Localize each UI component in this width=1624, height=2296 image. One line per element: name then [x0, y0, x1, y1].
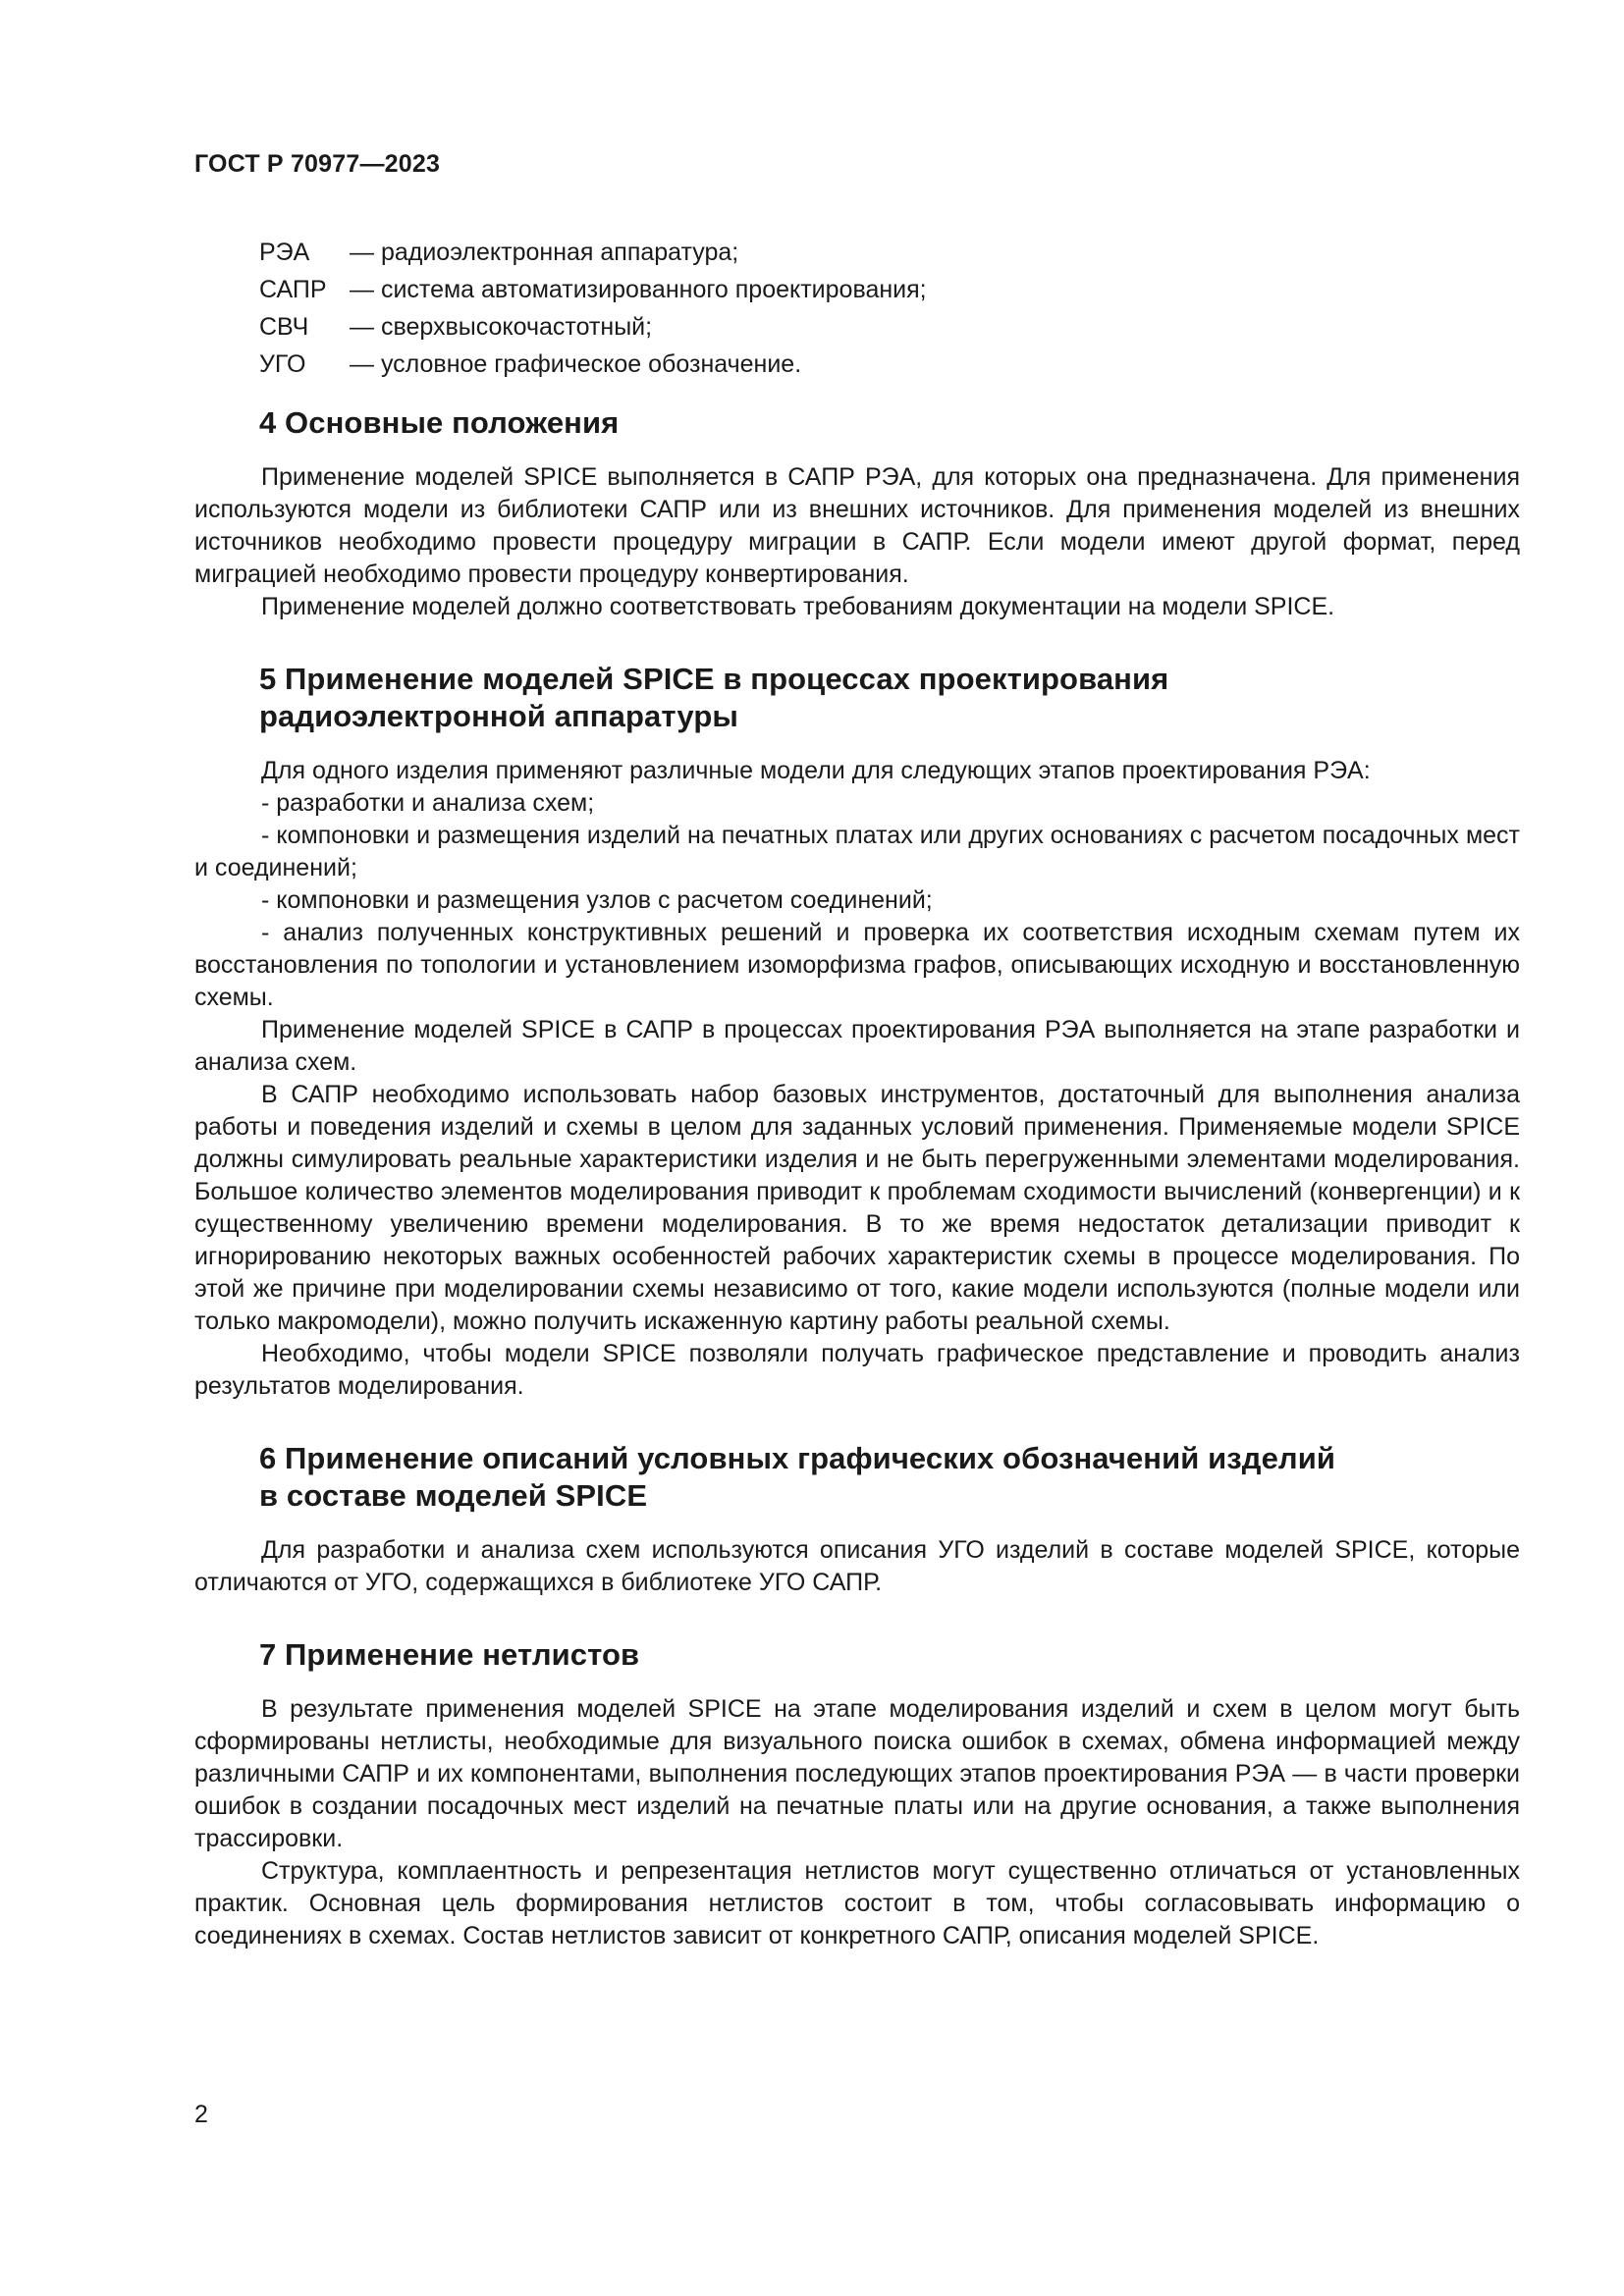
section-5 — [194, 661, 1520, 1403]
section-5-paragraph-2: Применение моделей SPICE в САПР в процессах проектирования РЭА выполняется на этапе разработки и анализа схем. — [194, 1016, 1520, 1076]
section-5-bullet-2: - компоновки и размещения изделий на печатных платах или других основаниях с расчетом посадочных мест и соединений; — [194, 822, 1520, 881]
section-7 — [194, 1636, 1520, 1952]
section-6 — [194, 1440, 1520, 1599]
document-page — [194, 147, 1520, 1990]
abbreviation-definition: — радиоэлектронная аппаратура; — [350, 239, 739, 266]
abbreviation-list — [259, 234, 1520, 383]
section-7-heading: 7 Применение нетлистов — [259, 1637, 640, 1672]
section-5-paragraph-3: В САПР необходимо использовать набор базовых инструментов, достаточный для выполнения анализа работы и поведения изделий и схемы в целом для заданных условий применения. Применяемые модели SPICE должны симулировать реальные характеристики изделия и не быть перегруженными элементами моделирования. Большое количество элементов моделирования приводит к проблемам сходимости вычислений (конвергенции) и к существенному увеличению времени моделирования. В то же время недостаток детализации приводит к игнорированию некоторых важных особенностей рабочих характеристик схемы в процессе моделирования. По этой же причине при моделировании схемы независимо от того, какие модели используются (полные модели или только макромодели), можно получить искаженную картину работы реальной схемы. — [194, 1081, 1520, 1335]
abbreviation-row — [259, 234, 1520, 271]
page-number: 2 — [194, 2101, 208, 2128]
abbreviation-term: СВЧ — [259, 313, 309, 341]
section-5-heading-line-2: радиоэлектронной аппаратуры — [259, 699, 738, 733]
section-5-bullet-3: - компоновки и размещения узлов с расчетом соединений; — [261, 886, 933, 914]
abbreviation-row — [259, 308, 1520, 346]
section-4-paragraph-1: Применение моделей SPICE выполняется в САПР РЭА, для которых она предназначена. Для применения используются модели из библиотеки САПР или из внешних источников. Для применения моделей из внешних источников необходимо провести процедуру миграции в САПР. Если модели имеют другой формат, перед миграцией необходимо провести процедуру конвертирования. — [194, 463, 1520, 588]
section-5-bullet-1: - разработки и анализа схем; — [261, 789, 595, 817]
abbreviation-row — [259, 271, 1520, 308]
section-6-heading-line-1: 6 Применение описаний условных графических обозначений изделий — [259, 1441, 1336, 1475]
section-7-paragraph-1: В результате применения моделей SPICE на этапе моделирования изделий и схем в целом могут быть сформированы нетлисты, необходимые для визуального поиска ошибок в схемах, обмена информацией между различными САПР и их компонентами, выполнения последующих этапов проектирования РЭА — в части проверки ошибок в создании посадочных мест изделий на печатные платы или на другие основания, а также выполнения трассировки. — [194, 1695, 1520, 1852]
abbreviation-term: РЭА — [259, 239, 310, 266]
abbreviation-row — [259, 346, 1520, 383]
section-5-bullet-4: - анализ полученных конструктивных решений и проверка их соответствия исходным схемам путем их восстановления по топологии и установлением изоморфизма графов, описывающих исходную и восстановленную схемы. — [194, 919, 1520, 1011]
section-4-paragraph-2: Применение моделей должно соответствовать требованиям документации на модели SPICE. — [261, 593, 1335, 620]
abbreviation-term: УГО — [259, 350, 306, 378]
abbreviation-definition: — система автоматизированного проектирования; — [350, 276, 927, 303]
section-4-heading: 4 Основные положения — [259, 405, 620, 440]
abbreviation-term: САПР — [259, 276, 327, 303]
section-6-heading — [259, 1440, 1520, 1515]
section-5-intro: Для одного изделия применяют различные модели для следующих этапов проектирования РЭА: — [261, 757, 1371, 784]
abbreviation-definition: — сверхвысокочастотный; — [350, 313, 653, 341]
document-id: ГОСТ Р 70977—2023 — [194, 150, 441, 178]
section-6-heading-line-2: в составе моделей SPICE — [259, 1478, 648, 1513]
abbreviation-definition: — условное графическое обозначение. — [350, 350, 802, 378]
section-5-heading-line-1: 5 Применение моделей SPICE в процессах проектирования — [259, 662, 1169, 696]
section-4 — [194, 404, 1520, 623]
section-5-heading — [259, 661, 1520, 735]
section-6-paragraph-1: Для разработки и анализа схем используются описания УГО изделий в составе моделей SPICE, которые отличаются от УГО, содержащихся в библиотеке УГО САПР. — [194, 1536, 1520, 1596]
section-5-paragraph-4: Необходимо, чтобы модели SPICE позволяли получать графическое представление и проводить анализ результатов моделирования. — [194, 1340, 1520, 1400]
section-7-paragraph-2: Структура, комплаентность и репрезентация нетлистов могут существенно отличаться от установленных практик. Основная цель формирования нетлистов состоит в том, чтобы согласовывать информацию о соединениях в схемах. Состав нетлистов зависит от конкретного САПР, описания моделей SPICE. — [194, 1857, 1520, 1949]
